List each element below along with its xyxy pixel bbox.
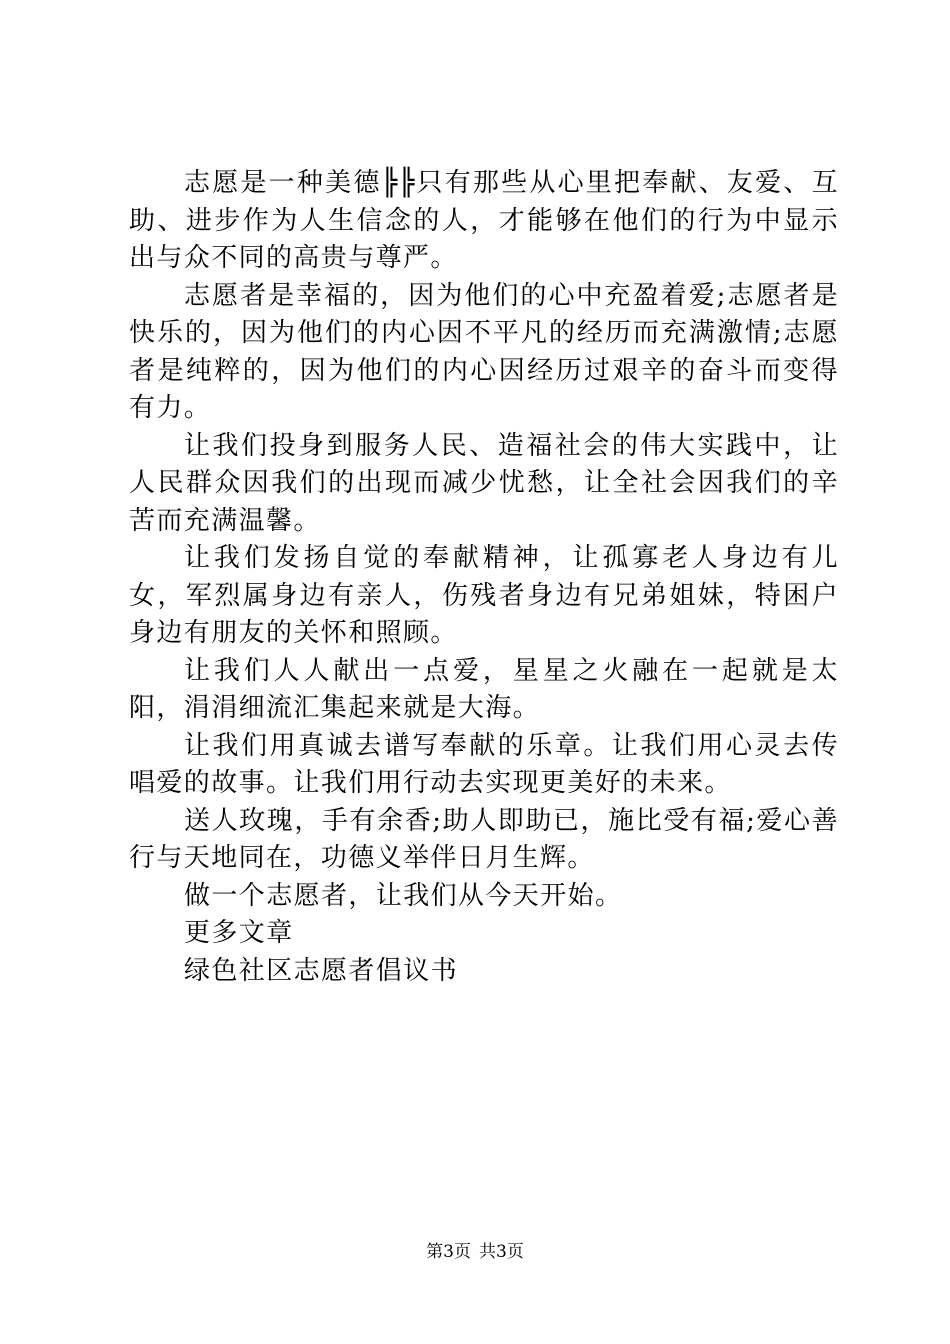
paragraph-1: 志愿是一种美德╠╠只有那些从心里把奉献、友爱、互助、进步作为人生信念的人，才能够在他们的行为中显示出与众不同的高贵与尊严。 [129,168,839,273]
more-articles-label: 更多文章 [184,918,294,948]
paragraph-7: 送人玫瑰，手有余香;助人即助已，施比受有福;爱心善行与天地同在，功德义举伴日月生辉。 [129,805,839,873]
paragraph-2: 志愿者是幸福的，因为他们的心中充盈着爱;志愿者是快乐的，因为他们的内心因不平凡的经历而充满激情;志愿者是纯粹的，因为他们的内心因经历过艰辛的奋斗而变得有力。 [129,280,839,423]
page-number: 第3页 [426,1242,471,1262]
document-body [129,165,839,990]
paragraph-8: 做一个志愿者，让我们从今天开始。 [184,880,623,911]
page-total: 共3页 [479,1242,524,1262]
page-footer [0,1240,950,1264]
related-article-title: 绿色社区志愿者倡议书 [184,955,459,986]
paragraph-6: 让我们用真诚去谱写奉献的乐章。让我们用心灵去传唱爱的故事。让我们用行动去实现更美好的未来。 [129,730,839,798]
paragraph-4: 让我们发扬自觉的奉献精神，让孤寡老人身边有儿女，军烈属身边有亲人，伤残者身边有兄弟姐妹，特困户身边有朋友的关怀和照顾。 [129,543,839,648]
paragraph-5: 让我们人人献出一点爱，星星之火融在一起就是太阳，涓涓细流汇集起来就是大海。 [129,655,839,723]
paragraph-3: 让我们投身到服务人民、造福社会的伟大实践中，让人民群众因我们的出现而减少忧愁，让全社会因我们的辛苦而充满温馨。 [129,430,839,536]
